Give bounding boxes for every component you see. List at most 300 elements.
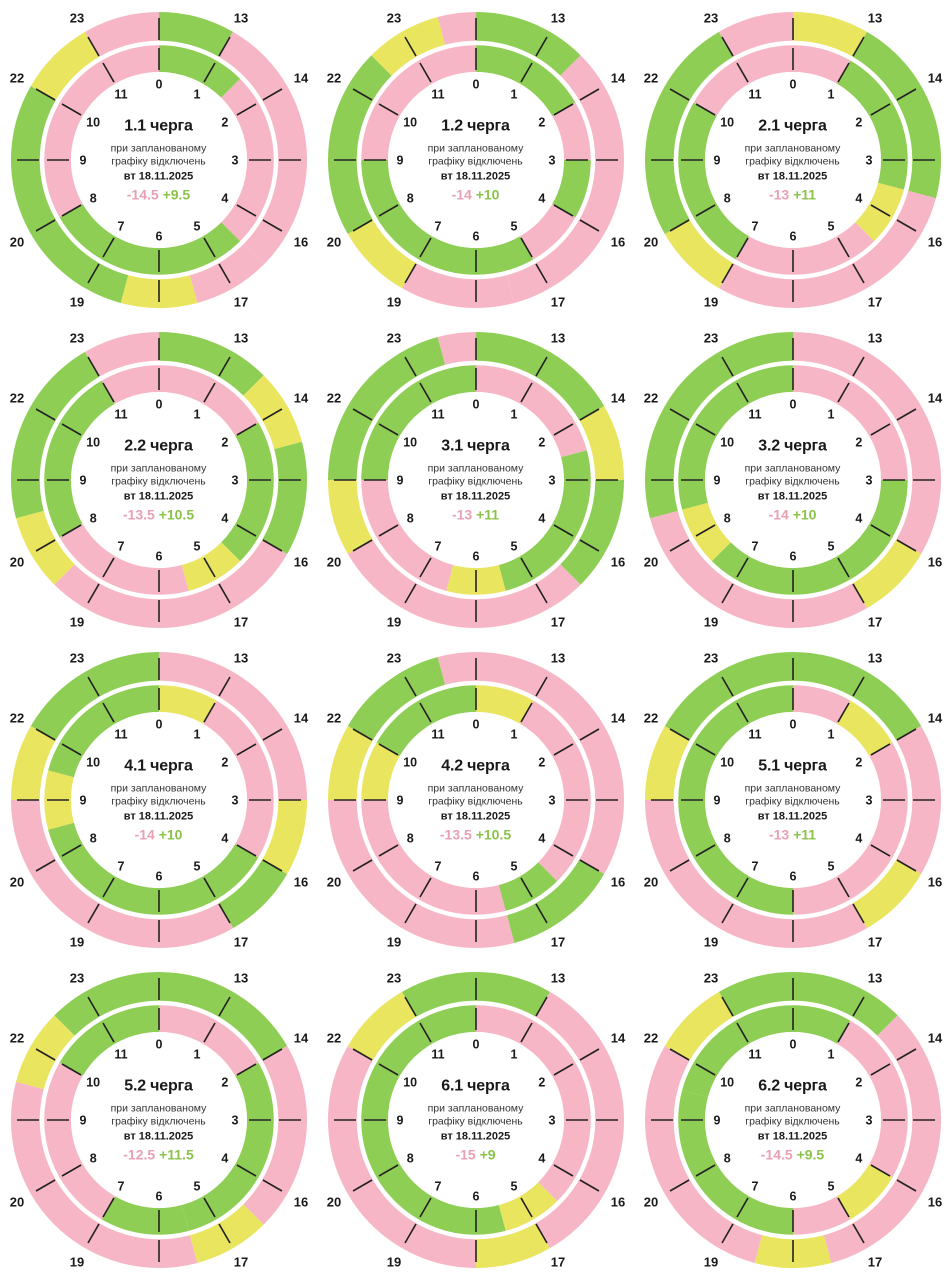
queue-positive-hours: +11: [793, 826, 817, 843]
queue-positive-hours: +10: [475, 186, 500, 203]
hour-label: 6: [472, 229, 479, 244]
hour-label: 6: [155, 549, 162, 564]
hour-label: 10: [719, 1075, 734, 1090]
hour-label: 16: [610, 554, 625, 570]
hour-label: 16: [927, 874, 942, 890]
queue-dial[interactable]: [634, 320, 951, 640]
hour-label: 17: [233, 614, 248, 630]
hour-label: 9: [713, 473, 720, 488]
queue-dial[interactable]: [0, 320, 317, 640]
hour-label: 13: [550, 330, 565, 346]
hour-label: 19: [703, 614, 718, 630]
dial-svg: [643, 330, 943, 630]
queue-date: вт 18.11.2025: [440, 170, 511, 183]
queue-subtitle: при запланованому графіку відключень: [744, 142, 841, 167]
hour-label: 20: [9, 554, 24, 570]
hour-label: 22: [9, 710, 24, 726]
hour-label: 11: [113, 407, 128, 422]
queue-negative-hours: -13: [451, 506, 473, 523]
queue-dial[interactable]: [634, 640, 951, 960]
hour-label: 0: [789, 1037, 796, 1052]
hour-label: 17: [550, 294, 565, 310]
hour-label: 5: [193, 859, 200, 874]
hour-label: 22: [643, 1030, 658, 1046]
hour-label: 8: [723, 511, 731, 526]
hour-label: 8: [406, 831, 414, 846]
hour-label: 2: [220, 435, 228, 450]
queue-negative-hours: -14.5: [126, 186, 159, 203]
queue-title: 3.2 черга: [758, 437, 827, 455]
hour-label: 6: [155, 229, 162, 244]
hour-label: 19: [386, 1254, 401, 1270]
hour-label: 2: [537, 755, 545, 770]
hour-label: 14: [927, 390, 942, 406]
hour-label: 6: [789, 229, 796, 244]
hour-label: 22: [326, 710, 341, 726]
dial-svg: [326, 10, 626, 310]
hour-label: 5: [193, 219, 200, 234]
queue-title: 5.1 черга: [758, 757, 827, 775]
hour-label: 7: [751, 1179, 758, 1194]
dial-center-disc: [388, 712, 564, 888]
dial[interactable]: [9, 970, 309, 1270]
hour-label: 16: [927, 234, 942, 250]
hour-label: 8: [723, 1151, 731, 1166]
hour-label: 1: [827, 407, 834, 422]
hour-label: 7: [751, 219, 758, 234]
hour-label: 9: [79, 473, 86, 488]
hour-label: 2: [537, 435, 545, 450]
hour-label: 16: [610, 234, 625, 250]
hour-label: 23: [386, 330, 401, 346]
hour-label: 17: [233, 1254, 248, 1270]
queue-subtitle: при запланованому графіку відключень: [110, 462, 207, 487]
hour-label: 17: [867, 294, 882, 310]
queue-date: вт 18.11.2025: [123, 810, 194, 823]
hour-label: 14: [293, 1030, 308, 1046]
hour-label: 16: [610, 874, 625, 890]
queue-dial[interactable]: [317, 640, 634, 960]
queue-negative-hours: -13: [768, 186, 790, 203]
hour-label: 6: [789, 549, 796, 564]
hour-label: 11: [747, 407, 762, 422]
hour-label: 13: [233, 970, 248, 986]
queue-title: 2.2 черга: [124, 437, 193, 455]
hour-label: 0: [472, 1037, 479, 1052]
queue-subtitle: при запланованому графіку відключень: [427, 782, 524, 807]
hour-label: 1: [827, 1047, 834, 1062]
dial-svg: [326, 970, 626, 1270]
dial[interactable]: [643, 10, 943, 310]
hour-label: 20: [643, 1194, 658, 1210]
hour-label: 8: [406, 1151, 414, 1166]
hour-label: 22: [326, 390, 341, 406]
queue-date: вт 18.11.2025: [757, 810, 828, 823]
hour-label: 13: [867, 10, 882, 26]
hour-label: 1: [510, 1047, 517, 1062]
hour-label: 19: [703, 1254, 718, 1270]
dial[interactable]: [9, 650, 309, 950]
hour-label: 2: [220, 115, 228, 130]
hour-label: 10: [85, 1075, 100, 1090]
hour-label: 2: [854, 435, 862, 450]
queue-date: вт 18.11.2025: [123, 490, 194, 503]
hour-label: 14: [610, 70, 625, 86]
hour-label: 3: [865, 473, 872, 488]
queue-positive-hours: +9.5: [796, 1146, 825, 1163]
queue-negative-hours: -13.5: [439, 826, 472, 843]
hour-label: 13: [233, 10, 248, 26]
hour-label: 23: [703, 970, 718, 986]
hour-label: 11: [113, 1047, 128, 1062]
hour-label: 2: [854, 115, 862, 130]
hour-label: 17: [550, 614, 565, 630]
queue-dial[interactable]: [317, 320, 634, 640]
hour-label: 7: [117, 219, 124, 234]
dial-center-disc: [388, 392, 564, 568]
hour-label: 19: [386, 294, 401, 310]
queue-date: вт 18.11.2025: [757, 1130, 828, 1143]
queue-dial[interactable]: [317, 960, 634, 1280]
queue-title: 4.1 черга: [124, 757, 193, 775]
hour-label: 13: [867, 970, 882, 986]
queue-positive-hours: +11.5: [159, 1146, 194, 1163]
dial[interactable]: [9, 10, 309, 310]
hour-label: 0: [155, 397, 162, 412]
hour-label: 7: [117, 859, 124, 874]
hour-label: 3: [231, 1113, 238, 1128]
hour-label: 20: [326, 234, 341, 250]
queue-negative-hours: -14: [134, 826, 155, 843]
hour-label: 0: [789, 77, 796, 92]
hour-label: 3: [231, 473, 238, 488]
queue-date: вт 18.11.2025: [440, 1130, 511, 1143]
queue-subtitle: при запланованому графіку відключень: [110, 1102, 207, 1127]
hour-label: 17: [867, 614, 882, 630]
queue-negative-hours: -14.5: [760, 1146, 793, 1163]
hour-label: 10: [719, 755, 734, 770]
queue-dial[interactable]: [634, 0, 951, 320]
queue-negative-hours: -14: [768, 506, 789, 523]
hour-label: 2: [854, 755, 862, 770]
hour-label: 22: [9, 1030, 24, 1046]
hour-label: 8: [89, 191, 97, 206]
hour-label: 17: [867, 1254, 882, 1270]
hour-label: 2: [537, 115, 545, 130]
hour-label: 4: [854, 1151, 862, 1166]
hour-label: 14: [293, 390, 308, 406]
hour-label: 19: [69, 1254, 84, 1270]
dial[interactable]: [326, 650, 626, 950]
hour-label: 8: [89, 831, 97, 846]
hour-label: 19: [386, 614, 401, 630]
hour-label: 23: [69, 330, 84, 346]
hour-label: 14: [293, 70, 308, 86]
hour-label: 16: [293, 234, 308, 250]
hour-label: 7: [434, 539, 441, 554]
hour-label: 10: [85, 755, 100, 770]
hour-label: 3: [231, 793, 238, 808]
hour-label: 23: [69, 10, 84, 26]
hour-label: 8: [406, 511, 414, 526]
queue-title: 4.2 черга: [441, 757, 510, 775]
dial-center-disc: [71, 72, 247, 248]
hour-label: 3: [548, 793, 555, 808]
queue-negative-hours: -15: [455, 1146, 476, 1163]
queue-negative-hours: -13: [768, 826, 790, 843]
dial-svg: [9, 10, 309, 310]
hour-label: 9: [713, 1113, 720, 1128]
hour-label: 6: [472, 1189, 479, 1204]
hour-label: 7: [434, 219, 441, 234]
queue-date: вт 18.11.2025: [440, 490, 511, 503]
hour-label: 13: [550, 650, 565, 666]
queue-subtitle: при запланованому графіку відключень: [110, 782, 207, 807]
hour-label: 5: [827, 859, 834, 874]
hour-label: 5: [193, 539, 200, 554]
dial-center-disc: [705, 392, 881, 568]
hour-label: 6: [789, 869, 796, 884]
hour-label: 23: [703, 10, 718, 26]
hour-label: 9: [79, 153, 86, 168]
hour-label: 1: [193, 727, 200, 742]
queue-title: 5.2 черга: [124, 1077, 193, 1095]
hour-label: 1: [827, 87, 834, 102]
queue-positive-hours: +9.5: [162, 186, 191, 203]
hour-label: 10: [85, 435, 100, 450]
hour-label: 3: [548, 153, 555, 168]
hour-label: 16: [927, 554, 942, 570]
dial-center-disc: [705, 712, 881, 888]
hour-label: 14: [927, 710, 942, 726]
hour-label: 11: [113, 87, 128, 102]
queue-positive-hours: +11: [476, 506, 500, 523]
hour-label: 4: [220, 191, 228, 206]
hour-label: 6: [155, 1189, 162, 1204]
hour-label: 20: [326, 554, 341, 570]
queue-positive-hours: +9: [479, 1146, 496, 1163]
hour-label: 10: [402, 755, 417, 770]
hour-label: 23: [69, 970, 84, 986]
hour-label: 2: [220, 755, 228, 770]
hour-label: 13: [867, 330, 882, 346]
queue-date: вт 18.11.2025: [123, 1130, 194, 1143]
hour-label: 20: [326, 874, 341, 890]
hour-label: 5: [510, 1179, 517, 1194]
hour-label: 1: [510, 87, 517, 102]
hour-label: 20: [643, 234, 658, 250]
hour-label: 4: [220, 831, 228, 846]
hour-label: 3: [865, 793, 872, 808]
hour-label: 23: [703, 650, 718, 666]
dial-center-disc: [71, 392, 247, 568]
dial[interactable]: [326, 10, 626, 310]
hour-label: 23: [386, 650, 401, 666]
hour-label: 4: [537, 1151, 545, 1166]
queue-title: 6.2 черга: [758, 1077, 827, 1095]
hour-label: 9: [79, 1113, 86, 1128]
hour-label: 17: [233, 294, 248, 310]
hour-label: 4: [220, 1151, 228, 1166]
queue-subtitle: при запланованому графіку відключень: [427, 142, 524, 167]
dial[interactable]: [9, 330, 309, 630]
hour-label: 8: [89, 1151, 97, 1166]
dial[interactable]: [643, 330, 943, 630]
hour-label: 19: [69, 294, 84, 310]
hour-label: 7: [751, 859, 758, 874]
queue-title: 1.1 черга: [124, 117, 193, 135]
queue-title: 2.1 черга: [758, 117, 827, 135]
queue-dial[interactable]: [317, 0, 634, 320]
hour-label: 23: [703, 330, 718, 346]
hour-label: 14: [610, 710, 625, 726]
dial[interactable]: [643, 970, 943, 1270]
hour-label: 16: [927, 1194, 942, 1210]
hour-label: 2: [854, 1075, 862, 1090]
hour-label: 11: [430, 1047, 445, 1062]
queue-negative-hours: -12.5: [123, 1146, 156, 1163]
hour-label: 16: [293, 874, 308, 890]
hour-label: 3: [231, 153, 238, 168]
hour-label: 13: [233, 330, 248, 346]
dial-svg: [9, 330, 309, 630]
hour-label: 23: [386, 10, 401, 26]
queue-subtitle: при запланованому графіку відключень: [744, 462, 841, 487]
hour-label: 13: [233, 650, 248, 666]
hour-label: 7: [117, 1179, 124, 1194]
queue-date: вт 18.11.2025: [440, 810, 511, 823]
hour-label: 3: [865, 153, 872, 168]
hour-label: 22: [326, 70, 341, 86]
queue-subtitle: при запланованому графіку відключень: [427, 462, 524, 487]
hour-label: 7: [751, 539, 758, 554]
dial-svg: [9, 650, 309, 950]
hour-label: 1: [193, 407, 200, 422]
queue-title: 1.2 черга: [441, 117, 510, 135]
hour-label: 9: [79, 793, 86, 808]
dial[interactable]: [643, 650, 943, 950]
queue-positive-hours: +10.5: [158, 506, 195, 523]
hour-label: 0: [155, 1037, 162, 1052]
hour-label: 20: [326, 1194, 341, 1210]
dial-svg: [643, 970, 943, 1270]
dial[interactable]: [326, 330, 626, 630]
dial-center-disc: [71, 712, 247, 888]
queue-positive-hours: +11: [793, 186, 817, 203]
hour-label: 16: [610, 1194, 625, 1210]
dial[interactable]: [326, 970, 626, 1270]
hour-label: 7: [434, 859, 441, 874]
hour-label: 4: [854, 831, 862, 846]
dial-svg: [326, 330, 626, 630]
hour-label: 7: [434, 1179, 441, 1194]
hour-label: 22: [9, 390, 24, 406]
dial-center-disc: [705, 1032, 881, 1208]
hour-label: 22: [9, 70, 24, 86]
queue-dial[interactable]: [0, 640, 317, 960]
hour-label: 11: [747, 727, 762, 742]
hour-label: 20: [9, 874, 24, 890]
hour-label: 23: [69, 650, 84, 666]
hour-label: 5: [193, 1179, 200, 1194]
queue-title: 3.1 черга: [441, 437, 510, 455]
hour-label: 17: [550, 934, 565, 950]
hour-label: 9: [396, 473, 403, 488]
queue-dial[interactable]: [0, 960, 317, 1280]
hour-label: 10: [402, 1075, 417, 1090]
hour-label: 1: [510, 727, 517, 742]
dial-center-disc: [705, 72, 881, 248]
hour-label: 17: [867, 934, 882, 950]
hour-label: 19: [703, 934, 718, 950]
hour-label: 14: [293, 710, 308, 726]
hour-label: 20: [9, 234, 24, 250]
hour-label: 2: [537, 1075, 545, 1090]
hour-label: 0: [155, 77, 162, 92]
hour-label: 4: [537, 831, 545, 846]
hour-label: 11: [430, 87, 445, 102]
hour-label: 10: [719, 435, 734, 450]
hour-label: 20: [643, 554, 658, 570]
hour-label: 11: [113, 727, 128, 742]
hour-label: 9: [713, 793, 720, 808]
hour-label: 1: [827, 727, 834, 742]
dial-svg: [643, 10, 943, 310]
hour-label: 14: [927, 70, 942, 86]
hour-label: 4: [854, 191, 862, 206]
hour-label: 14: [927, 1030, 942, 1046]
hour-label: 11: [747, 1047, 762, 1062]
hour-label: 20: [9, 1194, 24, 1210]
queue-subtitle: при запланованому графіку відключень: [110, 142, 207, 167]
queue-title: 6.1 черга: [441, 1077, 510, 1095]
hour-label: 2: [220, 1075, 228, 1090]
queue-subtitle: при запланованому графіку відключень: [744, 1102, 841, 1127]
hour-label: 9: [713, 153, 720, 168]
hour-label: 10: [85, 115, 100, 130]
hour-label: 0: [472, 77, 479, 92]
dial-center-disc: [71, 1032, 247, 1208]
hour-label: 14: [610, 390, 625, 406]
hour-label: 23: [386, 970, 401, 986]
hour-label: 1: [193, 87, 200, 102]
hour-label: 22: [643, 390, 658, 406]
hour-label: 0: [789, 397, 796, 412]
dial-svg: [9, 970, 309, 1270]
hour-label: 17: [233, 934, 248, 950]
hour-label: 19: [69, 614, 84, 630]
hour-label: 4: [854, 511, 862, 526]
hour-label: 6: [472, 869, 479, 884]
dial-svg: [326, 650, 626, 950]
hour-label: 5: [827, 1179, 834, 1194]
hour-label: 20: [643, 874, 658, 890]
hour-label: 9: [396, 1113, 403, 1128]
hour-label: 7: [117, 539, 124, 554]
hour-label: 5: [827, 219, 834, 234]
queue-subtitle: при запланованому графіку відключень: [744, 782, 841, 807]
queue-dial[interactable]: [0, 0, 317, 320]
hour-label: 9: [396, 793, 403, 808]
hour-label: 19: [703, 294, 718, 310]
dial-center-disc: [388, 72, 564, 248]
hour-label: 6: [789, 1189, 796, 1204]
hour-label: 5: [510, 219, 517, 234]
queue-dial[interactable]: [634, 960, 951, 1280]
hour-label: 3: [548, 1113, 555, 1128]
queue-positive-hours: +10.5: [475, 826, 512, 843]
hour-label: 22: [643, 70, 658, 86]
